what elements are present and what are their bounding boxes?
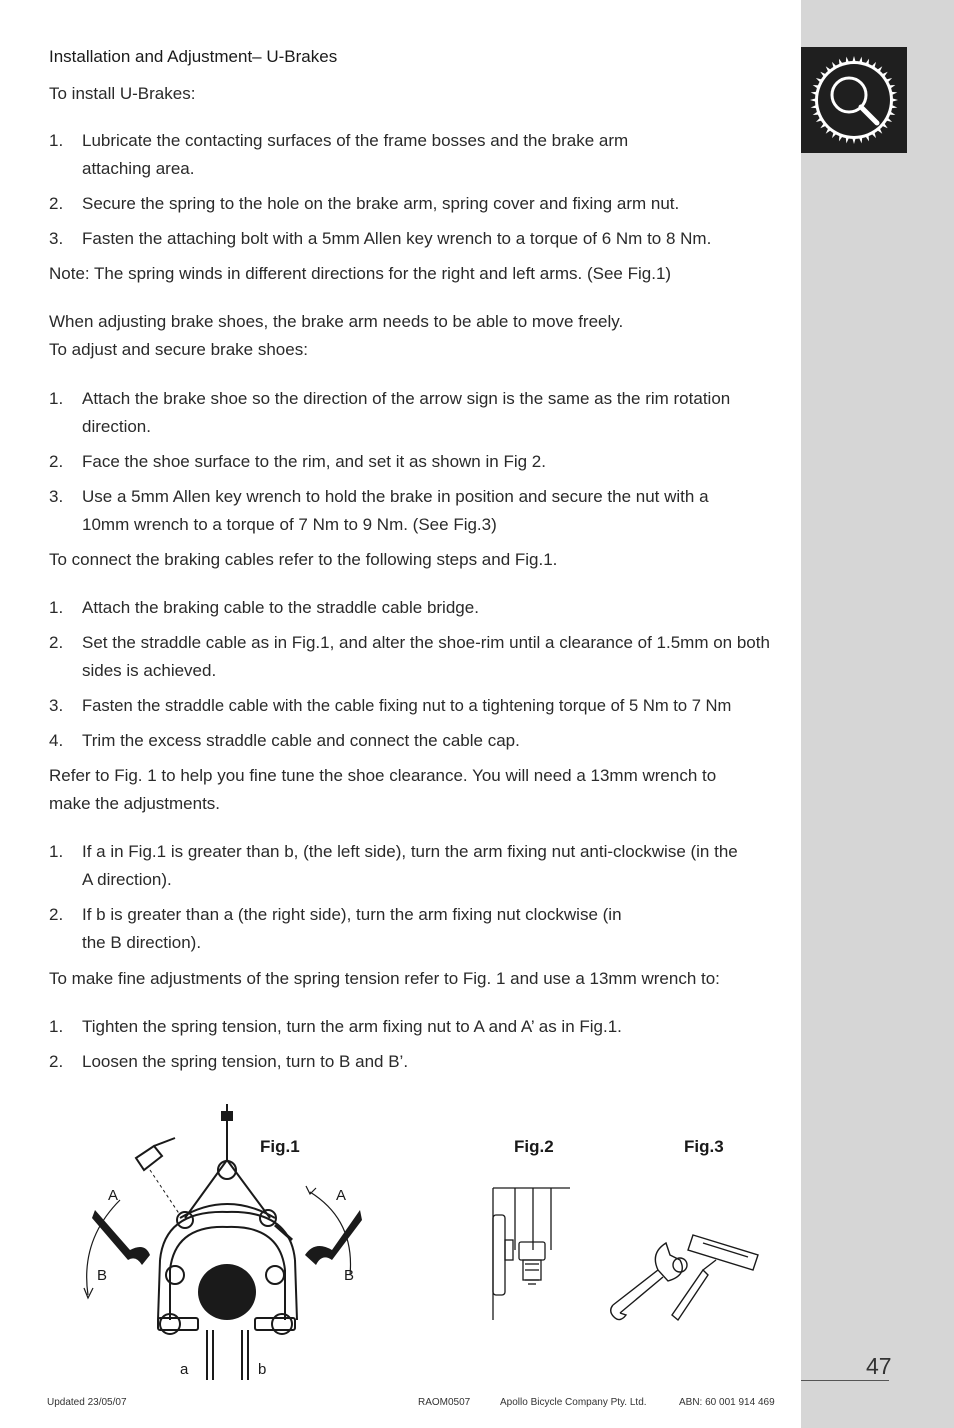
list-number: 1.: [49, 131, 64, 150]
page-title: Installation and Adjustment– U-Brakes: [49, 47, 338, 66]
footer-company: Apollo Bicycle Company Pty. Ltd.: [500, 1397, 647, 1408]
fig2-label: Fig.2: [514, 1137, 554, 1156]
list-number: 1.: [49, 1017, 64, 1036]
list-text: If a in Fig.1 is greater than b, (the left side), turn the arm fixing nut anti-clockwise (in the A direction).: [82, 842, 738, 889]
list-text: Use a 5mm Allen key wrench to hold the brake in position and secure the nut with a 10mm wrench to a torque of 7 Nm to 9 Nm. (See Fig.3): [82, 487, 709, 534]
fig1-b-left-label: B: [97, 1267, 108, 1284]
footer-code: RAOM0507: [418, 1397, 471, 1408]
list-number: 2.: [49, 905, 64, 924]
list-text: Loosen the spring tension, turn to B and B’.: [82, 1052, 409, 1071]
list-number: 3.: [49, 487, 64, 506]
list-text: Fasten the straddle cable with the cable fixing nut to a tightening torque of 5 Nm to 7 Nm: [82, 696, 732, 715]
list-number: 1.: [49, 389, 64, 408]
adjust-intro-line-2: To adjust and secure brake shoes:: [49, 340, 308, 359]
list-number: 3.: [49, 229, 64, 248]
list-number: 1.: [49, 842, 64, 861]
fig2-shoe-drawing: [485, 1180, 575, 1325]
list-number: 3.: [49, 696, 64, 715]
list-number: 2.: [49, 633, 64, 652]
list-number: 1.: [49, 598, 64, 617]
magnifier-icon: [801, 47, 907, 153]
list-text: Attach the brake shoe so the direction of the arrow sign is the same as the rim rotation direction.: [82, 389, 731, 436]
footer-updated: Updated 23/05/07: [47, 1397, 127, 1408]
page-number: 47: [866, 1353, 892, 1379]
fig1-a-right-label: A: [336, 1187, 347, 1204]
list-text: Tighten the spring tension, turn the arm fixing nut to A and A’ as in Fig.1.: [82, 1017, 622, 1036]
list-text: Trim the excess straddle cable and connect the cable cap.: [82, 731, 520, 750]
list-text: Set the straddle cable as in Fig.1, and alter the shoe-rim until a clearance of 1.5mm on both sides is achieved.: [82, 633, 770, 680]
list-number: 4.: [49, 731, 64, 750]
clearance-intro: Refer to Fig. 1 to help you fine tune the shoe clearance. You will need a 13mm wrench to make the adjustments.: [49, 766, 717, 813]
footer-abn: ABN: 60 001 914 469: [679, 1397, 775, 1408]
list-text: Secure the spring to the hole on the brake arm, spring cover and fixing arm nut.: [82, 194, 680, 213]
list-number: 2.: [49, 1052, 64, 1071]
fig1-label: Fig.1: [260, 1137, 300, 1156]
fig3-label: Fig.3: [684, 1137, 724, 1156]
adjust-intro-line-1: When adjusting brake shoes, the brake arm needs to be able to move freely.: [49, 312, 624, 331]
list-text: Lubricate the contacting surfaces of the frame bosses and the brake arm attaching area.: [82, 131, 629, 178]
note-text: Note: The spring winds in different directions for the right and left arms. (See Fig.1): [49, 264, 672, 283]
list-text: Face the shoe surface to the rim, and set it as shown in Fig 2.: [82, 452, 546, 471]
cables-intro: To connect the braking cables refer to the following steps and Fig.1.: [49, 550, 558, 569]
section-badge: [801, 47, 907, 153]
list-number: 2.: [49, 194, 64, 213]
spring-intro: To make fine adjustments of the spring tension refer to Fig. 1 and use a 13mm wrench to:: [49, 969, 720, 988]
fig1-b-right-label: B: [344, 1267, 355, 1284]
fig1-u-brake-drawing: [70, 1100, 370, 1390]
list-text: Fasten the attaching bolt with a 5mm Allen key wrench to a torque of 6 Nm to 8 Nm.: [82, 229, 712, 248]
list-text: Attach the braking cable to the straddle cable bridge.: [82, 598, 479, 617]
page-number-rule: [801, 1380, 889, 1381]
fig1-clearance-a-label: a: [180, 1361, 189, 1378]
fig1-clearance-b-label: b: [258, 1361, 267, 1378]
list-number: 2.: [49, 452, 64, 471]
right-sidebar-band: [801, 0, 954, 1428]
install-intro: To install U-Brakes:: [49, 84, 196, 103]
list-text: If b is greater than a (the right side), turn the arm fixing nut clockwise (in the B direction).: [82, 905, 622, 952]
fig1-a-left-label: A: [108, 1187, 119, 1204]
fig3-tools-drawing: [608, 1215, 768, 1330]
